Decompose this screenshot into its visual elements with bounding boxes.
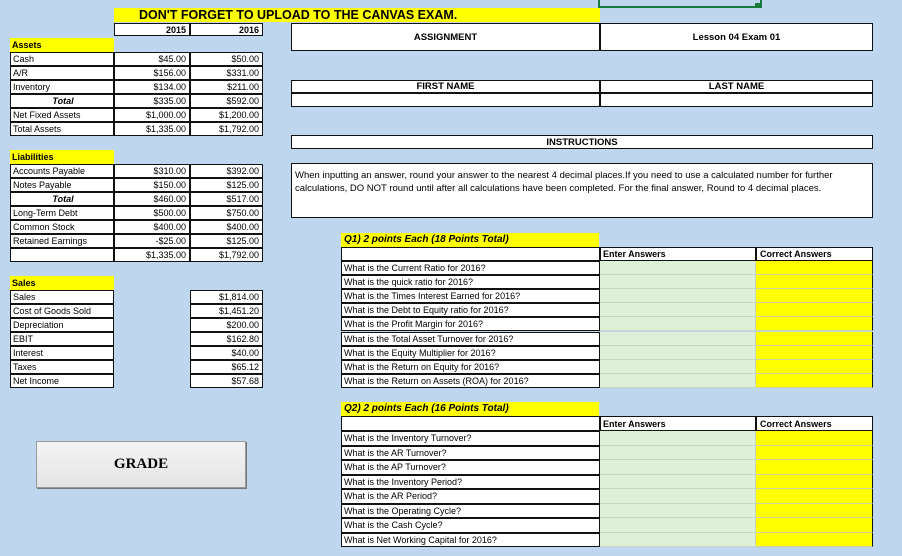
first-name-label: FIRST NAME <box>291 80 600 93</box>
assets-row-label: Inventory <box>10 80 114 94</box>
liabilities-value-2015: -$25.00 <box>114 234 190 248</box>
assets-value-2015: $156.00 <box>114 66 190 80</box>
sales-row-label: Sales <box>10 290 114 304</box>
q1-enter-answer-cell[interactable] <box>600 332 756 346</box>
liabilities-heading: Liabilities <box>10 150 114 164</box>
q2-enter-answer-cell[interactable] <box>600 504 756 519</box>
assets-value-2015: $335.00 <box>114 94 190 108</box>
q1-correct-answer-cell <box>756 332 873 346</box>
liabilities-row-label: Retained Earnings <box>10 234 114 248</box>
year-header-2016: 2016 <box>190 23 263 36</box>
q1-enter-answer-cell[interactable] <box>600 303 756 317</box>
q2-enter-answer-cell[interactable] <box>600 518 756 533</box>
upload-reminder-banner: DON'T FORGET TO UPLOAD TO THE CANVAS EXAM. <box>114 8 600 22</box>
q1-question: What is the Current Ratio for 2016? <box>341 261 600 275</box>
q1-enter-answer-cell[interactable] <box>600 275 756 289</box>
liabilities-row-label: Accounts Payable <box>10 164 114 178</box>
q2-question: What is the Inventory Period? <box>341 475 600 490</box>
q1-question-header-blank <box>341 247 600 261</box>
assets-row-label: Total <box>10 94 114 108</box>
assets-row-label: A/R <box>10 66 114 80</box>
q2-correct-answer-cell <box>756 489 873 504</box>
assets-value-2015: $1,335.00 <box>114 122 190 136</box>
q2-correct-answer-cell <box>756 431 873 446</box>
sales-value-2016: $1,451.20 <box>190 304 263 318</box>
last-name-label: LAST NAME <box>600 80 873 93</box>
q2-question: What is the Operating Cycle? <box>341 504 600 519</box>
assets-row-label: Net Fixed Assets <box>10 108 114 122</box>
liabilities-value-2015: $400.00 <box>114 220 190 234</box>
sales-row-label: Interest <box>10 346 114 360</box>
q1-correct-answer-cell <box>756 317 873 331</box>
q1-correct-answer-cell <box>756 303 873 317</box>
liabilities-value-2016: $750.00 <box>190 206 263 220</box>
liabilities-value-2016: $392.00 <box>190 164 263 178</box>
liabilities-row-label <box>10 248 114 262</box>
sales-heading: Sales <box>10 276 114 290</box>
q1-question: What is the Return on Equity for 2016? <box>341 360 600 374</box>
sales-row-label: Taxes <box>10 360 114 374</box>
sales-value-2016: $200.00 <box>190 318 263 332</box>
q2-enter-answer-cell[interactable] <box>600 533 756 548</box>
assets-value-2015: $1,000.00 <box>114 108 190 122</box>
q1-enter-answer-cell[interactable] <box>600 261 756 275</box>
q2-correct-answer-cell <box>756 446 873 461</box>
assignment-label: ASSIGNMENT <box>291 23 600 51</box>
q1-enter-answer-cell[interactable] <box>600 374 756 388</box>
q2-question: What is the Cash Cycle? <box>341 518 600 533</box>
q1-question: What is the Profit Margin for 2016? <box>341 317 600 331</box>
q2-correct-answer-cell <box>756 504 873 519</box>
q1-correct-answer-cell <box>756 289 873 303</box>
q2-enter-answer-cell[interactable] <box>600 446 756 461</box>
sales-row-label: Depreciation <box>10 318 114 332</box>
assets-value-2016: $211.00 <box>190 80 263 94</box>
q1-correct-answer-cell <box>756 374 873 388</box>
assets-value-2016: $331.00 <box>190 66 263 80</box>
liabilities-value-2015: $310.00 <box>114 164 190 178</box>
q2-correct-answer-cell <box>756 475 873 490</box>
sales-row-label: Cost of Goods Sold <box>10 304 114 318</box>
q2-enter-answers-header: Enter Answers <box>600 416 756 431</box>
q1-correct-answers-header: Correct Answers <box>756 247 873 261</box>
sales-value-2016: $1,814.00 <box>190 290 263 304</box>
cell-selection-outline <box>598 0 762 8</box>
assets-value-2015: $134.00 <box>114 80 190 94</box>
q2-enter-answer-cell[interactable] <box>600 475 756 490</box>
assignment-value: Lesson 04 Exam 01 <box>600 23 873 51</box>
assets-value-2015: $45.00 <box>114 52 190 66</box>
liabilities-value-2015: $500.00 <box>114 206 190 220</box>
year-header-2015: 2015 <box>114 23 190 36</box>
q2-enter-answer-cell[interactable] <box>600 460 756 475</box>
liabilities-value-2016: $125.00 <box>190 178 263 192</box>
sales-row-label: EBIT <box>10 332 114 346</box>
liabilities-row-label: Total <box>10 192 114 206</box>
q1-enter-answer-cell[interactable] <box>600 346 756 360</box>
sales-value-2016: $40.00 <box>190 346 263 360</box>
q2-correct-answer-cell <box>756 460 873 475</box>
q1-correct-answer-cell <box>756 346 873 360</box>
q1-question: What is the Equity Multiplier for 2016? <box>341 346 600 360</box>
q2-correct-answer-cell <box>756 533 873 548</box>
assets-value-2016: $50.00 <box>190 52 263 66</box>
q1-question: What is the quick ratio for 2016? <box>341 275 600 289</box>
assets-row-label: Cash <box>10 52 114 66</box>
q2-correct-answers-header: Correct Answers <box>756 416 873 431</box>
liabilities-value-2015: $150.00 <box>114 178 190 192</box>
first-name-field[interactable] <box>291 93 600 107</box>
q2-question-header-blank <box>341 416 600 431</box>
q1-question: What is the Debt to Equity ratio for 2016? <box>341 303 600 317</box>
q2-question: What is Net Working Capital for 2016? <box>341 533 600 548</box>
sales-value-2016: $57.68 <box>190 374 263 388</box>
last-name-field[interactable] <box>600 93 873 107</box>
q1-title: Q1) 2 points Each (18 Points Total) <box>341 233 599 247</box>
q1-correct-answer-cell <box>756 360 873 374</box>
liabilities-value-2016: $125.00 <box>190 234 263 248</box>
q1-question: What is the Return on Assets (ROA) for 2016? <box>341 374 600 388</box>
q1-question: What is the Times Interest Earned for 2016? <box>341 289 600 303</box>
selection-fill-handle[interactable] <box>755 3 760 8</box>
q2-correct-answer-cell <box>756 518 873 533</box>
grade-button[interactable]: GRADE <box>36 441 246 488</box>
q2-question: What is the AP Turnover? <box>341 460 600 475</box>
liabilities-value-2016: $1,792.00 <box>190 248 263 262</box>
q2-question: What is the AR Turnover? <box>341 446 600 461</box>
q1-correct-answer-cell <box>756 261 873 275</box>
q1-question: What is the Total Asset Turnover for 2016? <box>341 332 600 346</box>
q1-enter-answer-cell[interactable] <box>600 317 756 331</box>
assets-heading: Assets <box>10 38 114 52</box>
assets-value-2016: $592.00 <box>190 94 263 108</box>
instructions-text: When inputting an answer, round your answer to the nearest 4 decimal places.If you need to use a calculated number for further calculations, DO NOT round until after all calculations have been completed. For the final answer, Round to 4 decimal places. <box>291 163 873 218</box>
q2-enter-answer-cell[interactable] <box>600 431 756 446</box>
q1-enter-answer-cell[interactable] <box>600 360 756 374</box>
q2-question: What is the AR Period? <box>341 489 600 504</box>
sales-value-2016: $162.80 <box>190 332 263 346</box>
q2-enter-answer-cell[interactable] <box>600 489 756 504</box>
liabilities-row-label: Notes Payable <box>10 178 114 192</box>
assets-value-2016: $1,200.00 <box>190 108 263 122</box>
liabilities-value-2016: $517.00 <box>190 192 263 206</box>
liabilities-row-label: Common Stock <box>10 220 114 234</box>
liabilities-row-label: Long-Term Debt <box>10 206 114 220</box>
liabilities-value-2015: $1,335.00 <box>114 248 190 262</box>
assets-value-2016: $1,792.00 <box>190 122 263 136</box>
instructions-heading: INSTRUCTIONS <box>291 135 873 149</box>
q1-enter-answer-cell[interactable] <box>600 289 756 303</box>
q1-correct-answer-cell <box>756 275 873 289</box>
assets-row-label: Total Assets <box>10 122 114 136</box>
q1-enter-answers-header: Enter Answers <box>600 247 756 261</box>
q2-question: What is the Inventory Turnover? <box>341 431 600 446</box>
liabilities-value-2016: $400.00 <box>190 220 263 234</box>
liabilities-value-2015: $460.00 <box>114 192 190 206</box>
sales-value-2016: $65.12 <box>190 360 263 374</box>
q2-title: Q2) 2 points Each (16 Points Total) <box>341 402 599 416</box>
sales-row-label: Net Income <box>10 374 114 388</box>
